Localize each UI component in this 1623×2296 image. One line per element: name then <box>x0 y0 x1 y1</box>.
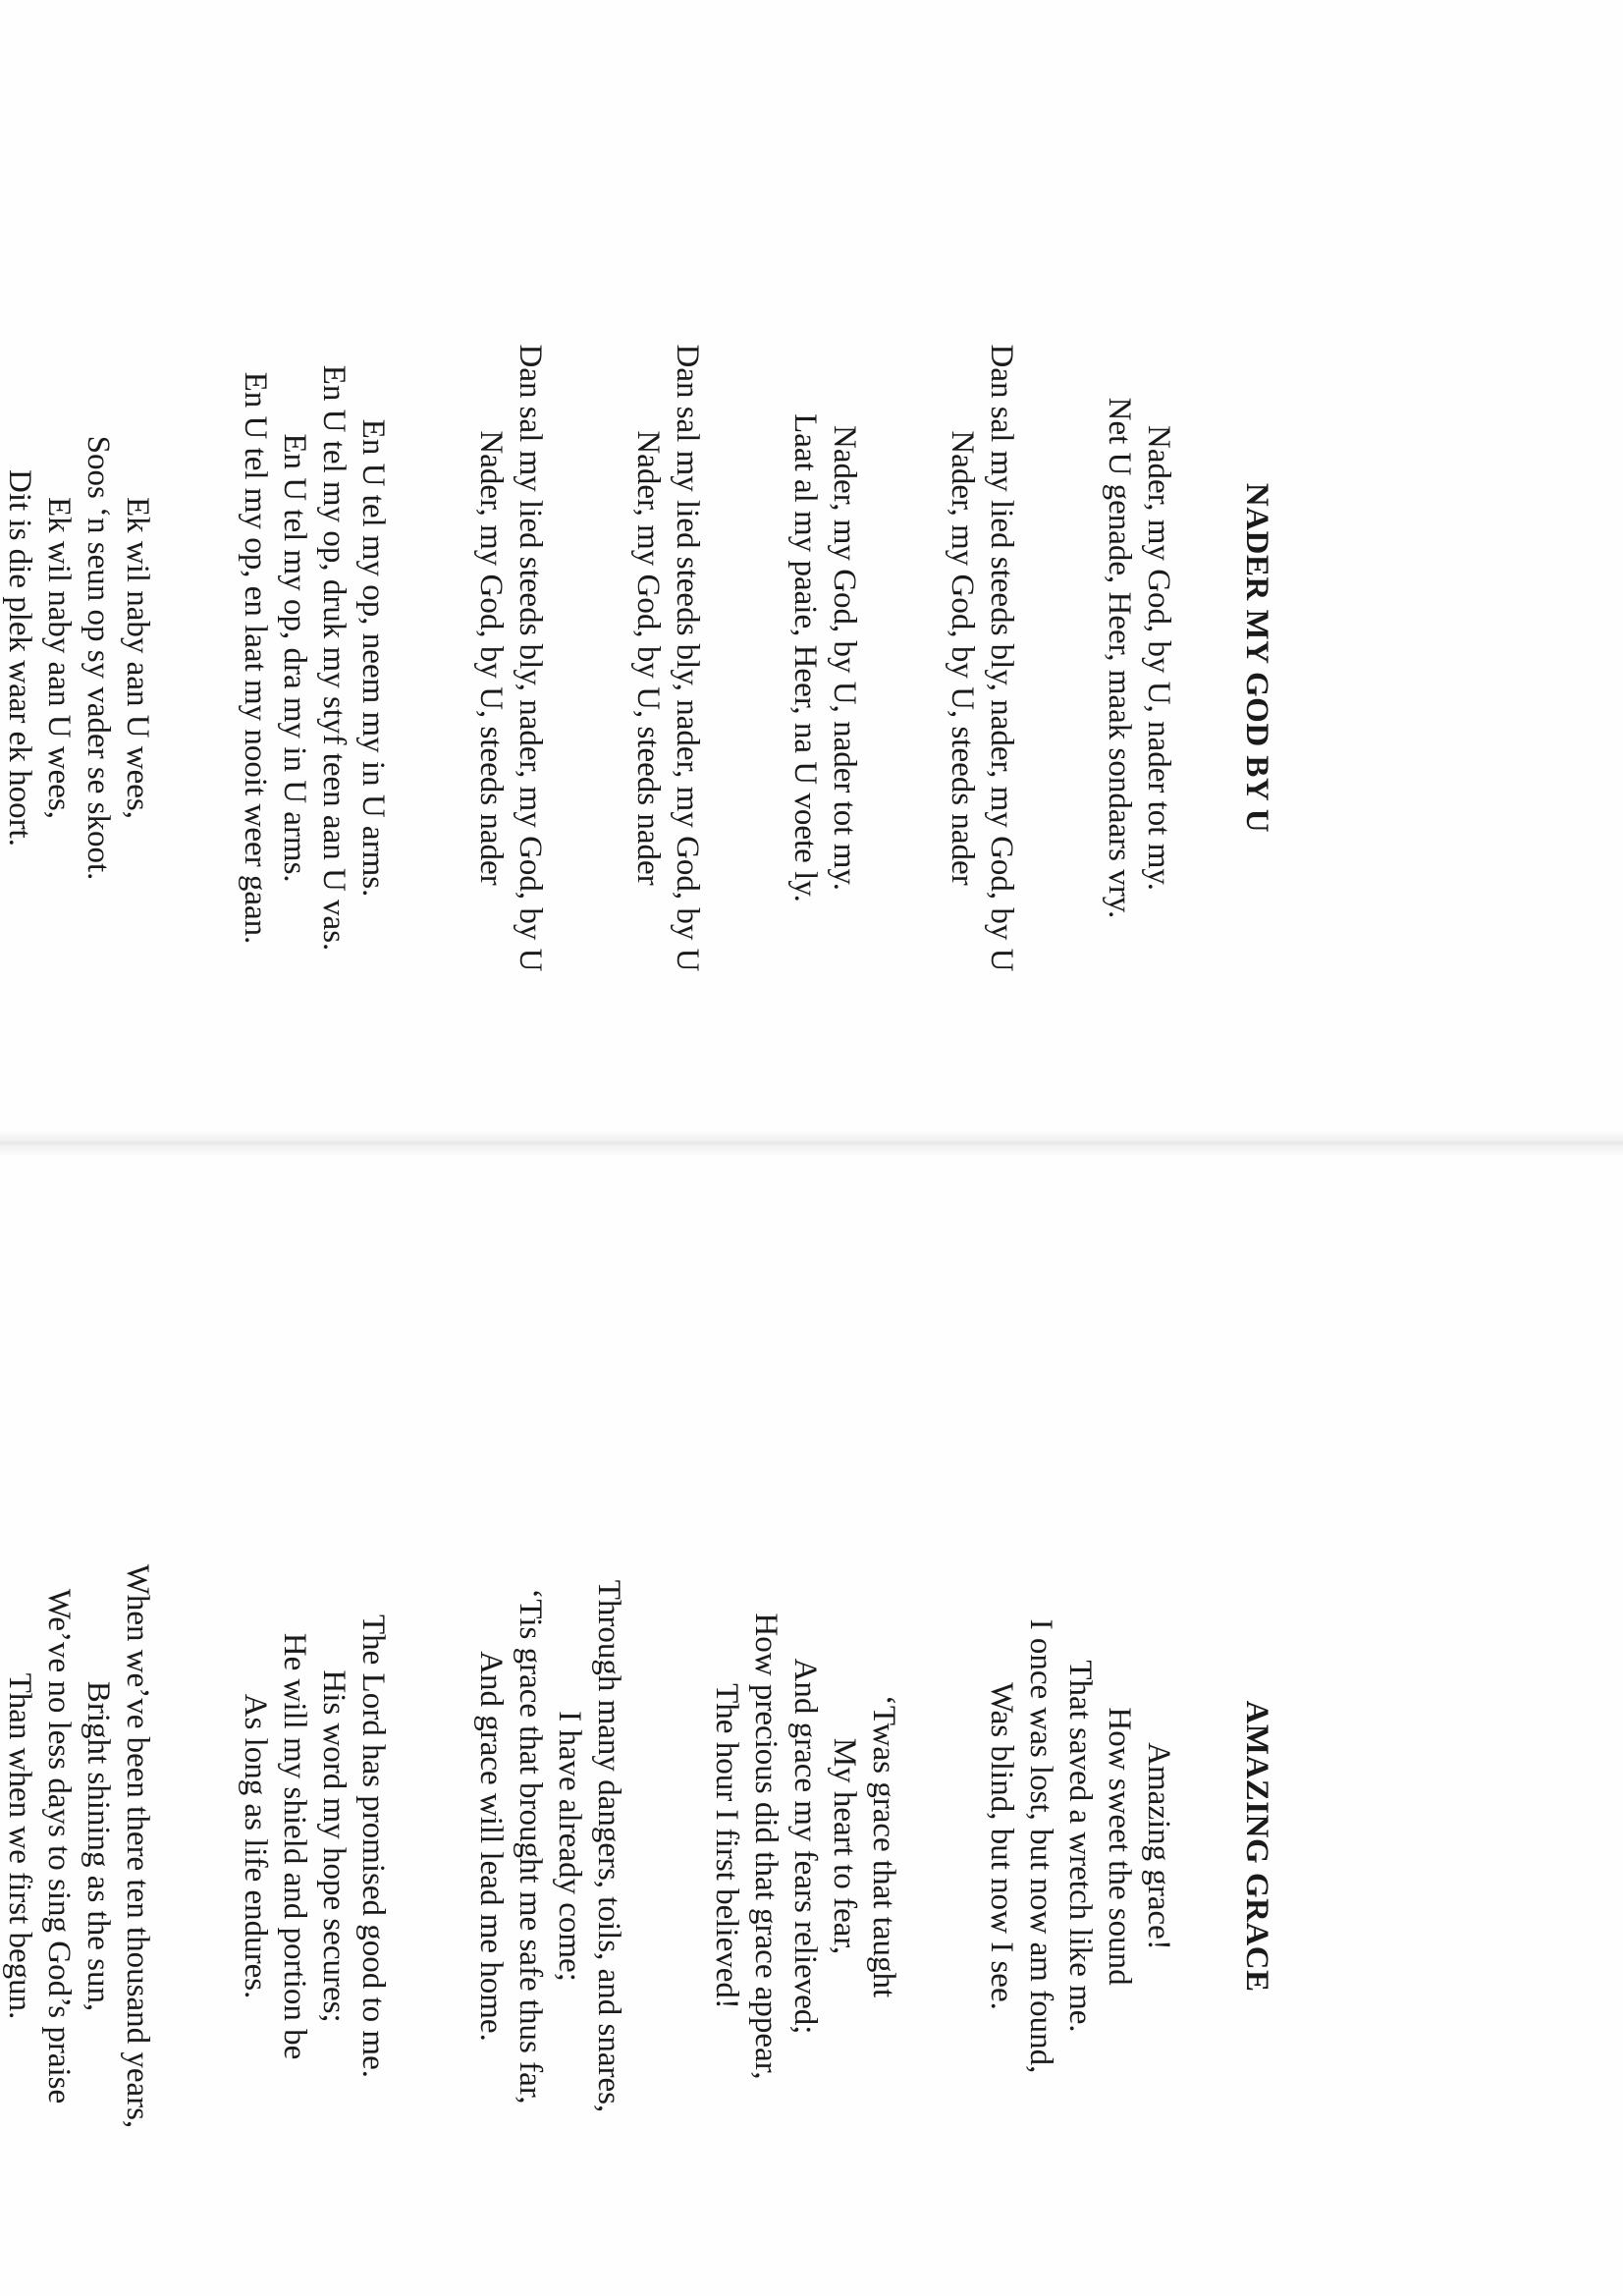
lyric-line: Laat al my paaie, Heer, na U voete ly. <box>787 413 823 902</box>
lyric-line: Dan sal my lied steeds bly, nader, my God, by U <box>513 344 548 972</box>
nader-my-god-panel <box>0 167 1276 1149</box>
lyric-line: And grace my fears relieved; <box>787 1658 823 2035</box>
lyric-line: En U tel my op, neem my in U arms. <box>355 418 391 898</box>
lyric-line: Dit is die plek waar ek hoort. <box>2 469 37 847</box>
stanza <box>707 1355 903 2296</box>
stanza <box>236 1355 393 2296</box>
lyric-line: Was blind, but now I see. <box>984 1682 1019 2010</box>
lyric-line: Dan sal my lied steeds bly, nader, my God, by U <box>670 344 705 972</box>
stanza <box>236 167 393 1149</box>
lyric-line: Ek wil naby aan U wees, <box>120 496 155 820</box>
lyric-line: His word my hope secures; <box>316 1669 352 2023</box>
lyric-line: Through many dangers, toils, and snares, <box>591 1579 626 2113</box>
lyric-line: My heart to fear, <box>827 1737 862 1955</box>
song-title: NADER MY GOD BY U <box>1239 482 1274 834</box>
lyric-line: I once was lost, but now am found, <box>1023 1618 1058 2074</box>
lyric-line: Dan sal my lied steeds bly, nader, my God, by U <box>984 344 1019 972</box>
lyric-line: Nader, my God, by U, nader tot my. <box>1141 424 1176 892</box>
lyric-line: En U tel my op, dra my in U arms. <box>277 433 312 883</box>
stanza <box>982 1355 1178 2296</box>
lyric-line: Than when we first begun. <box>2 1672 37 2020</box>
lyric-line: Bright shining as the sun, <box>81 1680 116 2012</box>
lyric-line: The hour I first believed! <box>709 1683 744 2009</box>
amazing-grace-panel <box>0 1355 1276 2296</box>
stanza <box>0 1355 157 2296</box>
lyric-line: Amazing grace! <box>1141 1742 1176 1950</box>
lyric-line: Nader, my God, by U, nader tot my. <box>827 424 862 892</box>
lyric-line: How precious did that grace appear, <box>748 1613 784 2080</box>
lyric-line: Nader, my God, by U, steeds nader <box>945 430 980 886</box>
lyric-line: When we’ve been there ten thousand years, <box>120 1563 155 2129</box>
lyric-line: And grace will lead me home. <box>473 1651 509 2042</box>
lyric-line: ‘Twas grace that taught <box>866 1694 901 1998</box>
lyric-line: I have already come; <box>552 1711 587 1982</box>
lyric-line: As long as life endures. <box>238 1693 273 1999</box>
lyric-line: Ek wil naby aan U wees, <box>41 496 77 820</box>
lyric-line: En U tel my op, en laat my nooit weer gaan. <box>238 371 273 945</box>
stanza <box>785 167 864 1149</box>
lyric-line: That saved a wretch like me. <box>1062 1660 1098 2033</box>
stanza <box>1100 167 1178 1149</box>
lyric-line: The Lord has promised good to me. <box>355 1614 391 2078</box>
lyric-line: Nader, my God, by U, steeds nader <box>630 430 666 886</box>
lyric-line: Nader, my God, by U, steeds nader <box>473 430 509 886</box>
lyric-line: Soos ‘n seun op sy vader se skoot. <box>81 435 116 881</box>
lyric-line: Net U genade, Heer, maak sondaars vry. <box>1102 397 1137 919</box>
lyric-line: He will my shield and portion be <box>277 1632 312 2060</box>
lyric-line: ‘Tis grace that brought me safe thus far, <box>513 1588 548 2105</box>
stanza <box>628 167 707 1149</box>
stanza <box>0 167 157 1149</box>
song-title: AMAZING GRACE <box>1239 1700 1274 1993</box>
stanza <box>943 167 1021 1149</box>
stanza <box>471 1355 628 2296</box>
lyric-line: We’ve no less days to sing God’s praise <box>41 1588 77 2105</box>
lyric-line: En U tel my op, druk my styf teen aan U vas. <box>316 364 352 952</box>
stanza <box>471 167 550 1149</box>
lyric-line: How sweet the sound <box>1102 1707 1137 1986</box>
